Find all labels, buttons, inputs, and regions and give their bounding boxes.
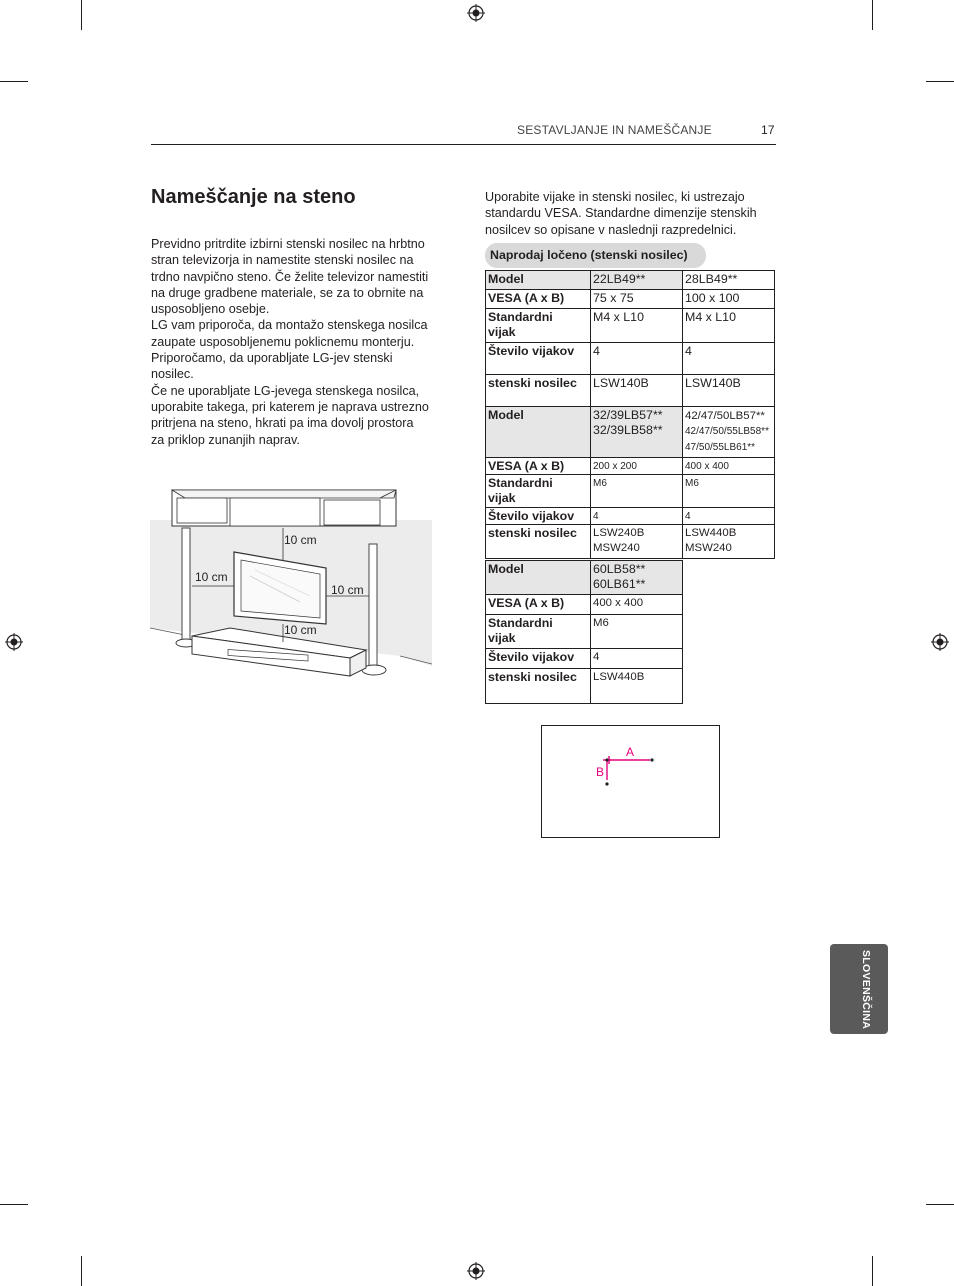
bracket-line: MSW240 [685,542,732,554]
model-line: 60LB58** [593,562,646,576]
row-label-vesa: VESA (A x B) [486,595,591,615]
row-label-bracket: stenski nosilec [486,525,591,559]
row-label-model: Model [486,561,591,595]
text-line: Priporočamo, da uporabljate LG-jev stenski [151,351,393,366]
vesa-cell: 400 x 400 [591,595,683,615]
crop-mark [872,0,873,30]
row-label-vesa: VESA (A x B) [486,290,591,309]
text-line: usposobljeno osebje. [151,302,270,317]
model-line: 32/39LB58** [593,423,663,437]
clearance-bottom-label: 10 cm [284,623,317,637]
text-line: nosilcev so opisane v naslednji razpredelnici. [485,222,737,237]
model-line: 60LB61** [593,577,646,591]
page-title: Nameščanje na steno [151,186,356,208]
label-line: Standardni [488,476,553,490]
vesa-cell: 200 x 200 [591,458,683,475]
crop-mark [81,0,82,30]
registration-mark-icon [5,633,23,651]
text-line: uporabite takega, pri katerem je naprava ustrezno [151,399,429,414]
vesa-cell: 75 x 75 [591,290,683,309]
intro-paragraph [151,236,429,448]
text-line: stran televizorja in namestite stenski nosilec na [151,253,414,268]
crop-mark [926,1204,954,1205]
bracket-cell: LSW140B [683,375,775,407]
text-line: na druge gradbene materiale, se za to obrnite na [151,285,424,300]
row-label-bracket: stenski nosilec [486,669,591,704]
registration-mark-icon [931,633,949,651]
vesa-paragraph [485,189,757,238]
screw-cell: M6 [591,615,683,649]
clearance-right-label: 10 cm [331,583,364,597]
row-label-screw-count: Število vijakov [486,649,591,669]
label-line: vijak [488,631,516,645]
screw-cell: M6 [591,475,683,508]
text-line: zaupate usposobljenemu poklicnemu monterju. [151,334,415,349]
crop-mark [81,1256,82,1286]
registration-mark-icon [467,1262,485,1280]
bracket-line: LSW440B [685,527,737,539]
crop-mark [0,1204,28,1205]
sold-separately-label: Naprodaj ločeno (stenski nosilec) [485,243,706,268]
vesa-cell: 400 x 400 [683,458,775,475]
screw-cell: M4 x L10 [591,309,683,343]
spec-table-2 [485,406,775,559]
row-label-vesa: VESA (A x B) [486,458,591,475]
vesa-label-a: A [626,745,635,759]
count-cell: 4 [683,343,775,375]
model-line: 47/50/55LB61** [685,442,756,453]
header-rule [151,144,776,145]
text-line: standardu VESA. Standardne dimenzije stenskih [485,206,757,221]
label-line: Standardni [488,310,553,324]
text-line: LG vam priporoča, da montažo stenskega nosilca [151,318,428,333]
page-number: 17 [761,123,775,137]
model-line: 32/39LB57** [593,408,663,422]
crop-mark [926,81,954,82]
vesa-cell: 100 x 100 [683,290,775,309]
model-cell: 28LB49** [683,271,775,290]
spec-table-3 [485,560,683,704]
clearance-left-label: 10 cm [195,570,228,584]
crop-mark [0,81,28,82]
label-line: vijak [488,325,516,339]
language-tab [830,944,888,1034]
model-line: 42/47/50LB57** [685,410,765,422]
model-cell [591,407,683,458]
text-line: pritrjena na steno, hkrati pa ima dovolj prostora [151,416,414,431]
model-cell [591,561,683,595]
row-label-bracket: stenski nosilec [486,375,591,407]
spec-table-1 [485,270,775,407]
vesa-label-b: B [596,765,605,779]
language-tab-label: SLOVENŠČINA [860,950,872,1030]
count-cell: 4 [591,508,683,525]
row-label-model: Model [486,271,591,290]
model-cell [683,407,775,458]
text-line: Če ne uporabljate LG-jevega stenskega nosilca, [151,383,420,398]
screw-cell: M6 [683,475,775,508]
bracket-line: LSW240B [593,527,645,539]
text-line: za priklop zunanjih naprav. [151,432,300,447]
model-line: 42/47/50/55LB58** [685,426,769,437]
bracket-cell: LSW140B [591,375,683,407]
text-line: Previdno pritrdite izbirni stenski nosilec na hrbtno [151,237,425,251]
row-label-screw-count: Število vijakov [486,508,591,525]
count-cell: 4 [591,649,683,669]
text-line: trdno navpično steno. Če želite televizor namestiti [151,269,429,284]
row-label-screw [486,309,591,343]
bracket-cell [683,525,775,559]
bracket-line: MSW240 [593,542,640,554]
label-line: vijak [488,491,516,505]
screw-cell: M4 x L10 [683,309,775,343]
text-line: Uporabite vijake in stenski nosilec, ki ustrezajo [485,190,745,204]
count-cell: 4 [683,508,775,525]
wall-mount-illustration [150,486,432,678]
row-label-screw-count: Število vijakov [486,343,591,375]
row-label-screw [486,615,591,649]
model-cell: 22LB49** [591,271,683,290]
row-label-screw [486,475,591,508]
bracket-cell [591,525,683,559]
registration-mark-icon [467,4,485,22]
clearance-top-label: 10 cm [284,533,317,547]
count-cell: 4 [591,343,683,375]
text-line: nosilec. [151,367,194,382]
label-line: Standardni [488,616,553,630]
crop-mark [872,1256,873,1286]
row-label-model: Model [486,407,591,458]
bracket-cell: LSW440B [591,669,683,704]
section-header: SESTAVLJANJE IN NAMEŠČANJE [517,123,712,137]
